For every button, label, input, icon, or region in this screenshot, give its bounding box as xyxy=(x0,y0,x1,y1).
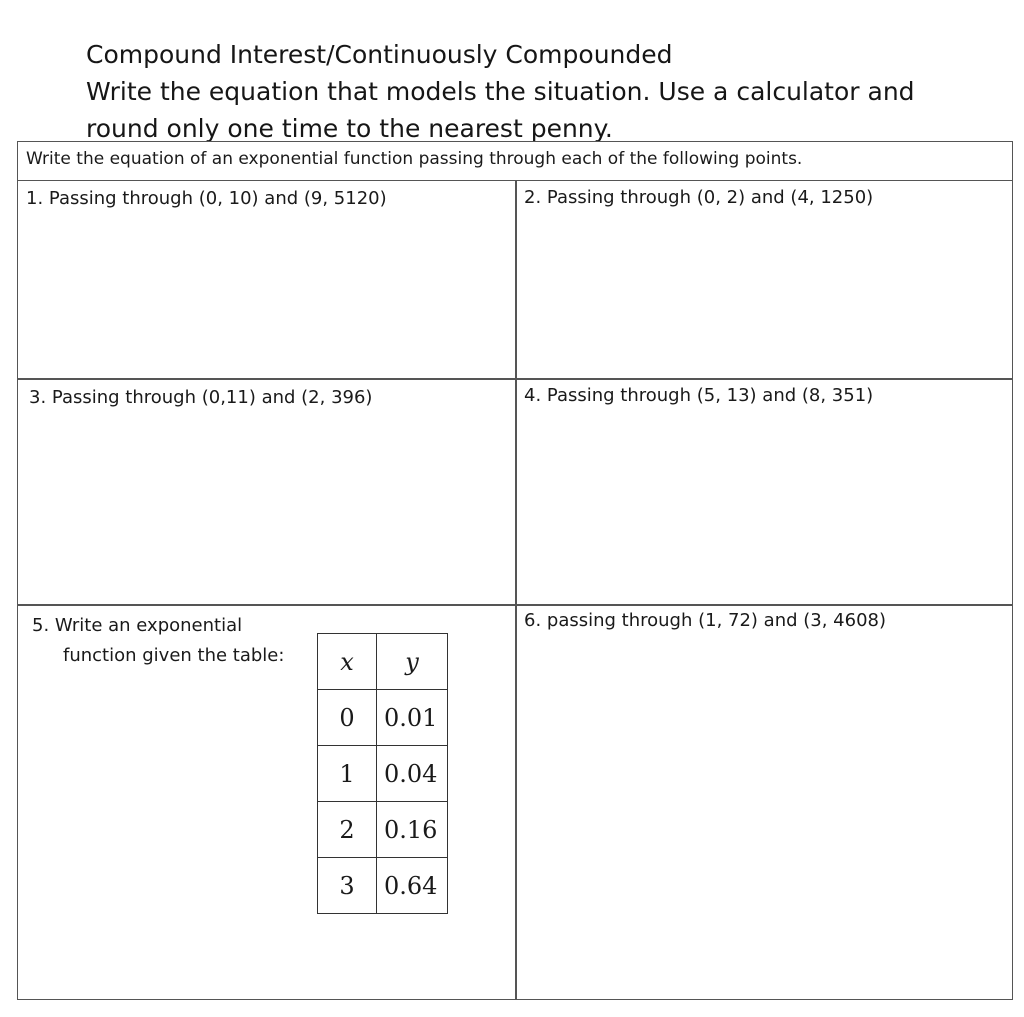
problem-5-line-1: 5. Write an exponential xyxy=(32,615,243,636)
problem-6-label: 6. passing through (1, 72) and (3, 4608) xyxy=(524,610,887,631)
column-divider xyxy=(515,181,517,999)
problem-grid xyxy=(17,141,1013,1000)
table-cell-y: 0.04 xyxy=(377,746,448,802)
row-divider-1 xyxy=(18,378,1012,380)
directions-line-1: Write the equation that models the situation. Use a calculator and xyxy=(86,77,915,106)
table-row xyxy=(318,746,448,802)
table-header-row xyxy=(318,634,448,690)
table-cell-y: 0.01 xyxy=(377,690,448,746)
table-cell-x: 1 xyxy=(318,746,377,802)
problem-5-label xyxy=(32,611,284,671)
table-cell-x: 3 xyxy=(318,858,377,914)
row-divider-2 xyxy=(18,604,1012,606)
table-cell-y: 0.16 xyxy=(377,802,448,858)
worksheet-header xyxy=(86,36,986,147)
table-cell-y: 0.64 xyxy=(377,858,448,914)
table-cell-x: 0 xyxy=(318,690,377,746)
table-header-y: y xyxy=(377,634,448,690)
table-header-x: x xyxy=(318,634,377,690)
table-cell-x: 2 xyxy=(318,802,377,858)
problem-4-label: 4. Passing through (5, 13) and (8, 351) xyxy=(524,385,874,406)
table-row xyxy=(318,858,448,914)
grid-instruction: Write the equation of an exponential function passing through each of the following points. xyxy=(18,142,1012,181)
problem-5-line-2: function given the table: xyxy=(63,645,285,666)
worksheet-title: Compound Interest/Continuously Compounded xyxy=(86,40,673,69)
table-row xyxy=(318,690,448,746)
problem-2-label: 2. Passing through (0, 2) and (4, 1250) xyxy=(524,187,874,208)
problem-3-label: 3. Passing through (0,11) and (2, 396) xyxy=(29,387,373,408)
problem-1-label: 1. Passing through (0, 10) and (9, 5120) xyxy=(26,188,387,209)
table-row xyxy=(318,802,448,858)
directions-line-2: round only one time to the nearest penny. xyxy=(86,114,613,143)
xy-value-table xyxy=(317,633,448,914)
